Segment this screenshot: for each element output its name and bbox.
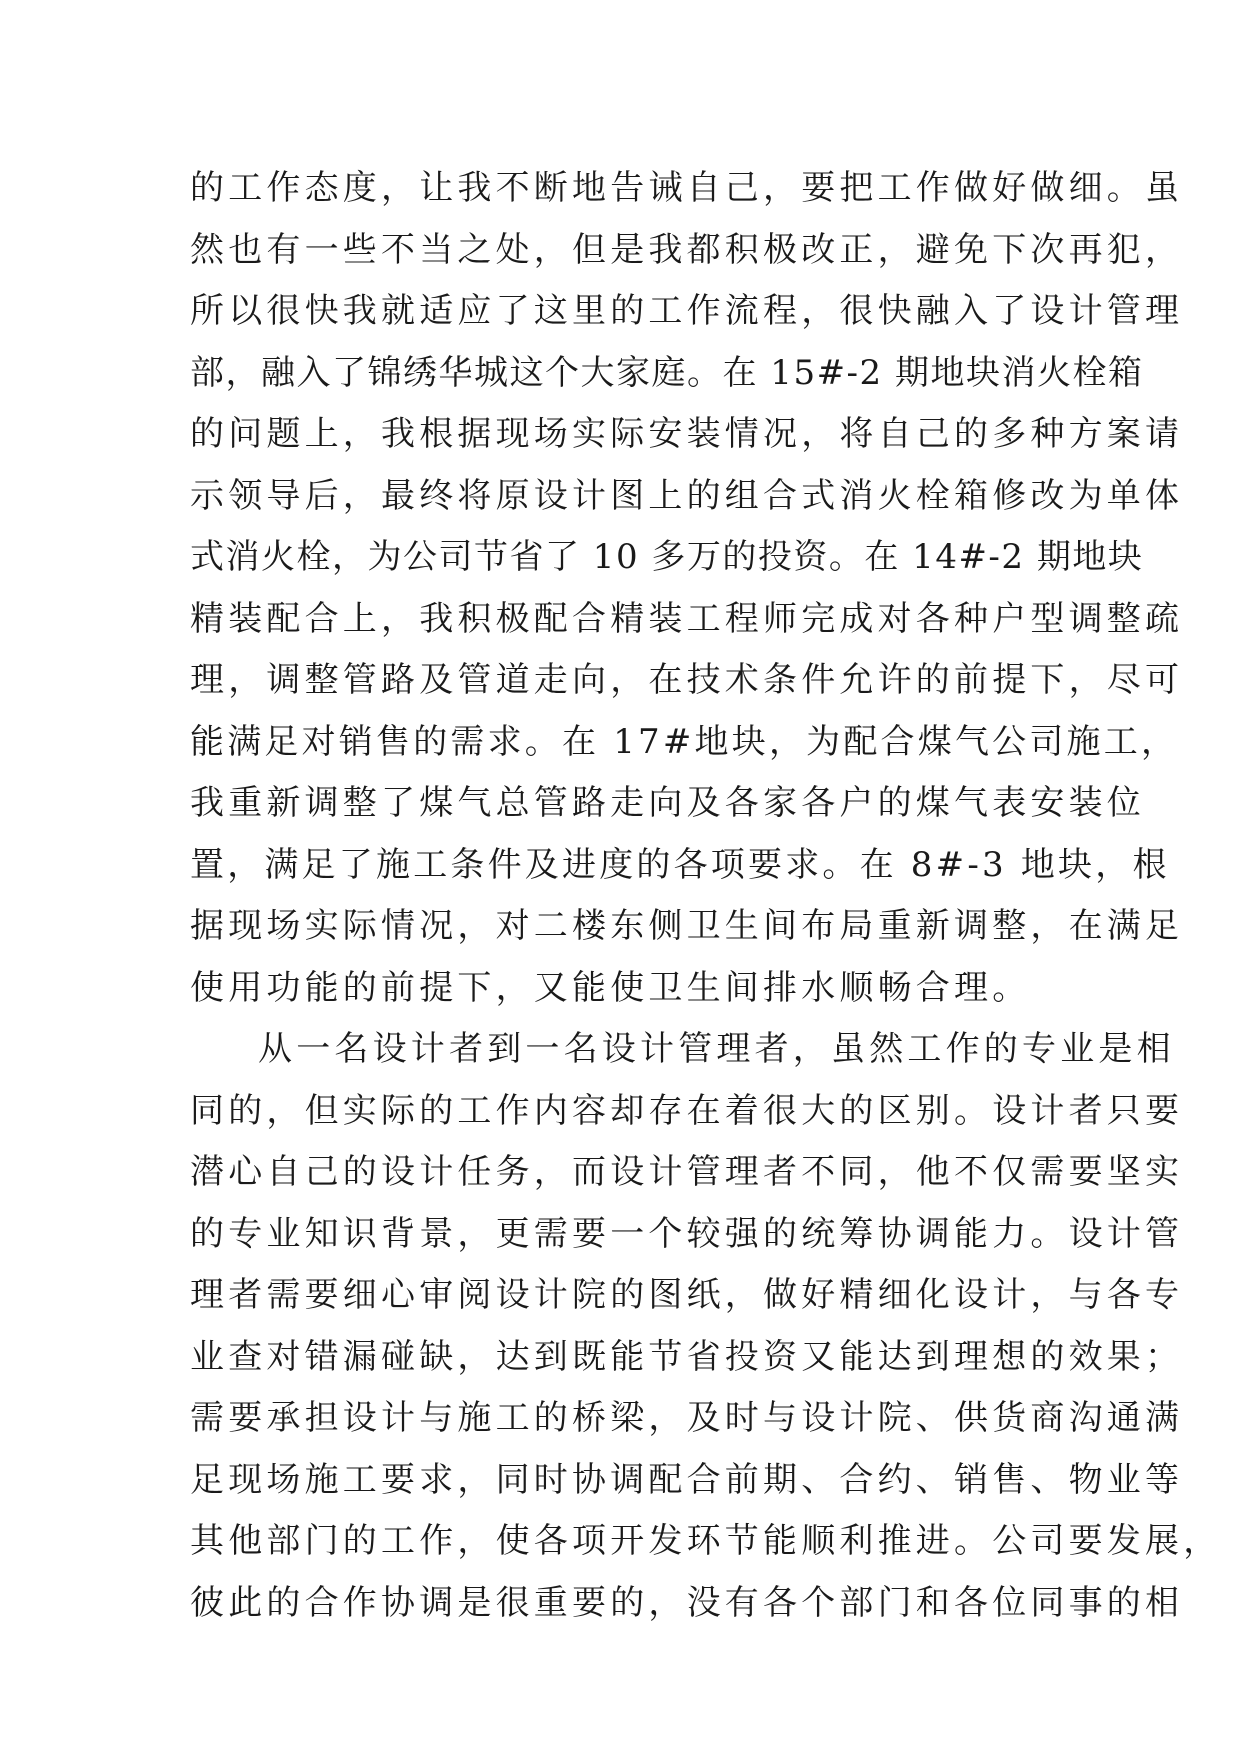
text-line: 精装配合上，我积极配合精装工程师完成对各种户型调整疏	[190, 598, 1184, 639]
text-line: 我重新调整了煤气总管路走向及各家各户的煤气表安装位	[190, 783, 1145, 823]
text-line: 足现场施工要求，同时协调配合前期、合约、销售、物业等	[190, 1459, 1184, 1500]
text-line: 从一名设计者到一名设计管理者，虽然工作的专业是相	[258, 1029, 1175, 1069]
text-line: 彼此的合作协调是很重要的，没有各个部门和各位同事的相	[190, 1582, 1184, 1623]
paragraph-1	[190, 158, 1184, 1019]
text-line: 的专业知识背景，更需要一个较强的统筹协调能力。设计管	[190, 1213, 1184, 1254]
text-line: 然也有一些不当之处，但是我都积极改正，避免下次再犯，	[190, 229, 1184, 270]
text-line: 的问题上，我根据现场实际安装情况，将自己的多种方案请	[190, 414, 1184, 454]
text-line: 需要承担设计与施工的桥梁，及时与设计院、供货商沟通满	[190, 1398, 1184, 1438]
text-line: 理者需要细心审阅设计院的图纸，做好精细化设计，与各专	[190, 1275, 1184, 1315]
text-line: 同的，但实际的工作内容却存在着很大的区别。设计者只要	[190, 1090, 1184, 1131]
text-line: 示领导后，最终将原设计图上的组合式消火栓箱修改为单体	[190, 475, 1184, 516]
text-line: 所以很快我就适应了这里的工作流程，很快融入了设计管理	[190, 291, 1184, 331]
text-line: 理，调整管路及管道走向，在技术条件允许的前提下，尽可	[190, 660, 1184, 700]
text-line: 部，融入了锦绣华城这个大家庭。在 15#-2 期地块消火栓箱	[190, 352, 1144, 393]
text-line: 置，满足了施工条件及进度的各项要求。在 8#-3 地块，根	[190, 844, 1170, 885]
text-line: 潜心自己的设计任务，而设计管理者不同，他不仅需要坚实	[190, 1152, 1184, 1192]
document-body	[190, 158, 1222, 1634]
paragraph-2	[190, 1019, 1222, 1634]
text-line: 业查对错漏碰缺，达到既能节省投资又能达到理想的效果；	[190, 1336, 1184, 1377]
text-line: 能满足对销售的需求。在 17#地块，为配合煤气公司施工，	[190, 721, 1179, 762]
text-line: 使用功能的前提下，又能使卫生间排水顺畅合理。	[190, 967, 1031, 1008]
text-line: 的工作态度，让我不断地告诫自己，要把工作做好做细。虽	[190, 168, 1184, 208]
text-line: 其他部门的工作，使各项开发环节能顺利推进。公司要发展，	[190, 1521, 1222, 1561]
text-line: 式消火栓，为公司节省了 10 多万的投资。在 14#-2 期地块	[190, 537, 1144, 577]
text-line: 据现场实际情况，对二楼东侧卫生间布局重新调整，在满足	[190, 906, 1184, 946]
